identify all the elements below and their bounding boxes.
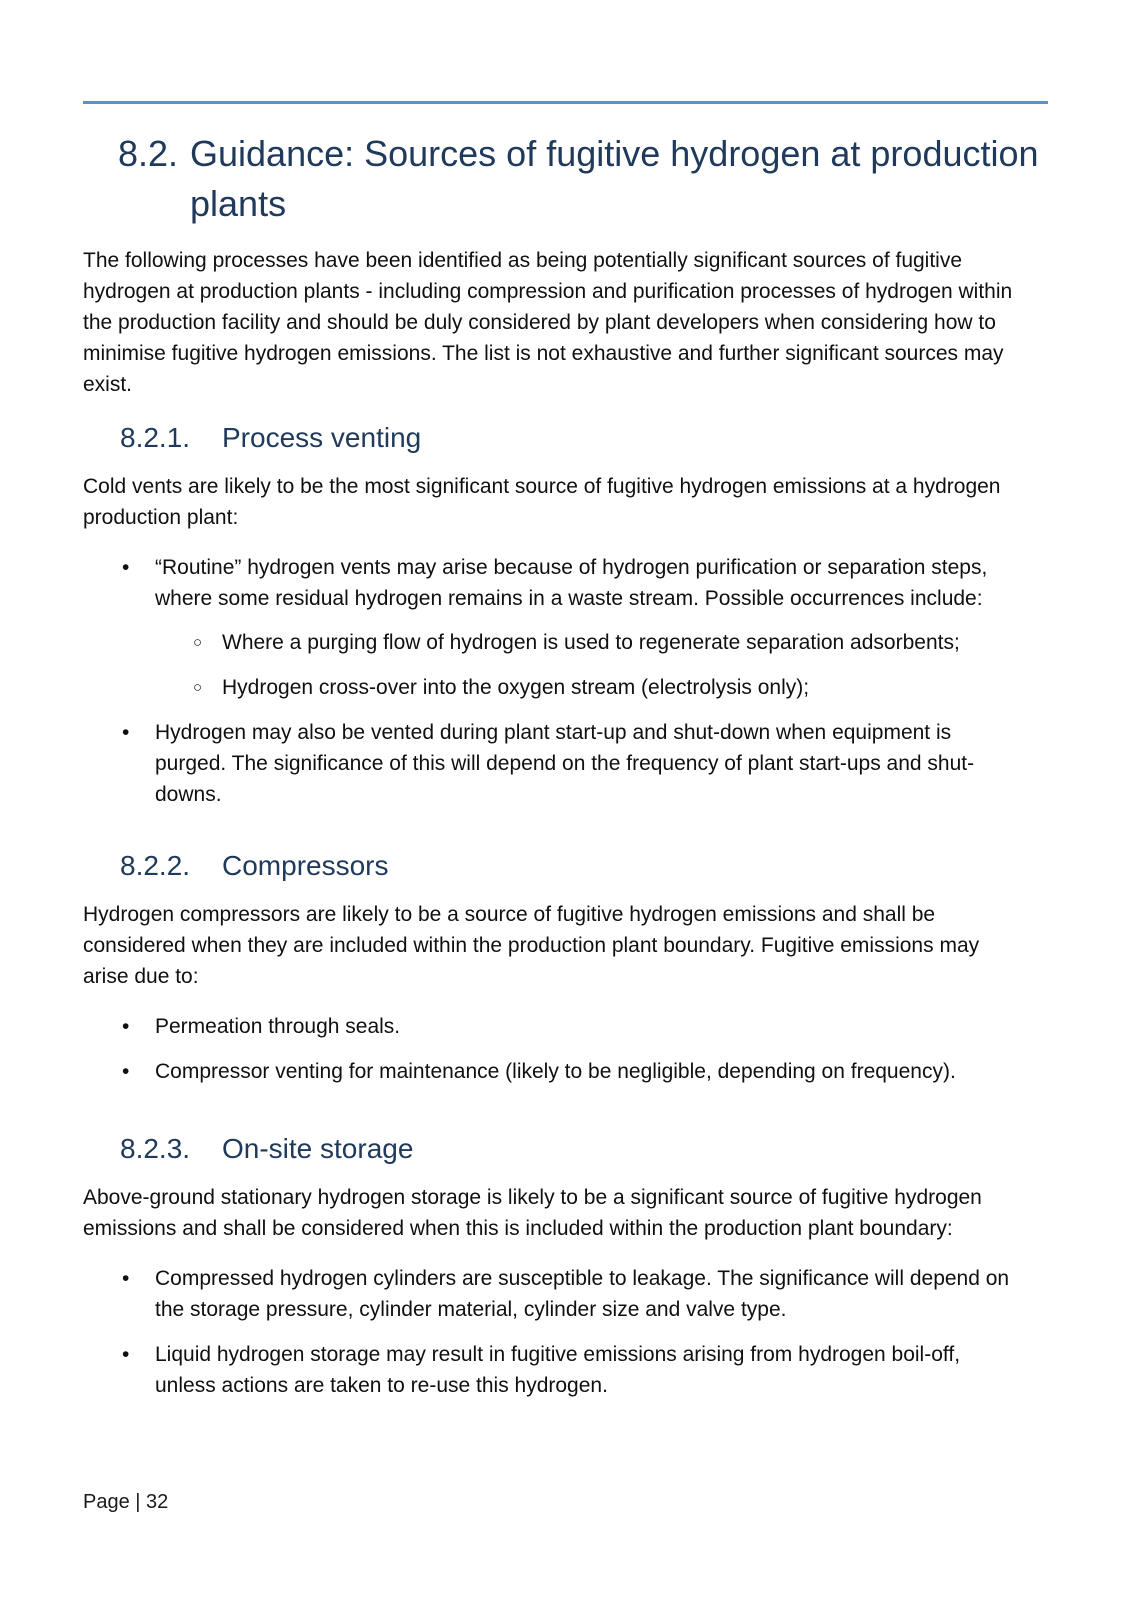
heading-number: 8.2.2. [120,850,191,881]
page-number-footer: Page | 32 [83,1491,169,1513]
heading-text: Process venting [222,422,422,453]
bullet-item [122,717,1131,810]
section-heading-8-2-1 [120,418,1131,458]
bullet-icon: • [122,1015,130,1038]
heading-number: 8.2. [118,133,179,174]
sub-bullet-text: Where a purging flow of hydrogen is used to regenerate separation adsorbents; [222,631,960,654]
intro-paragraph: The following processes have been identified as being potentially significant sources of fugitive hydrogen at production plants - including compression and purification processes of hydrogen within the production facility and should be duly considered by plant developers when considering how to minimise fugitive hydrogen emissions. The list is not exhaustive and further significant sources may exist. [83,249,1013,396]
bullet-text: Hydrogen may also be vented during plant start-up and shut-down when equipment is purged. The significance of this will depend on the frequency of plant start-ups and shut-downs. [155,721,975,806]
bullet-item [122,552,1131,614]
section-paragraph: Cold vents are likely to be the most significant source of fugitive hydrogen emissions at a hydrogen production plant: [83,475,1001,529]
sub-bullet-item [193,627,1131,658]
bullet-item [122,1056,1131,1087]
section-heading-8-2-3 [120,1129,1131,1169]
section-paragraph: Hydrogen compressors are likely to be a source of fugitive hydrogen emissions and shall be considered when they are included within the production plant boundary. Fugitive emissions may arise due to: [83,903,980,988]
circle-bullet-icon: ○ [193,634,203,651]
bullet-text: Compressor venting for maintenance (likely to be negligible, depending on frequency). [155,1060,956,1083]
bullet-text: Compressed hydrogen cylinders are susceptible to leakage. The significance will depend on the storage pressure, cylinder material, cylinder size and valve type. [155,1267,1010,1321]
bullet-text: Liquid hydrogen storage may result in fugitive emissions arising from hydrogen boil-off, unless actions are taken to re-use this hydrogen. [155,1343,961,1397]
bullet-item [122,1339,1131,1401]
sub-bullet-text: Hydrogen cross-over into the oxygen stream (electrolysis only); [222,676,810,699]
section-heading-8-2-2 [120,846,1131,886]
bullet-text: Permeation through seals. [155,1015,401,1038]
circle-bullet-icon: ○ [193,679,203,696]
heading-text: On-site storage [222,1133,414,1164]
bullet-text: “Routine” hydrogen vents may arise because of hydrogen purification or separation steps, where some residual hydrogen remains in a waste stream. Possible occurrences include: [155,556,988,610]
bullet-icon: • [122,556,130,579]
bullet-icon: • [122,1060,130,1083]
section-heading-8-2 [118,129,1131,229]
bullet-icon: • [122,1343,130,1366]
bullet-icon: • [122,721,130,744]
bullet-item [122,1263,1131,1325]
section-paragraph: Above-ground stationary hydrogen storage is likely to be a significant source of fugitive hydrogen emissions and shall be considered when this is included within the production plant boundary: [83,1186,982,1240]
header-rule [83,101,1048,104]
bullet-item [122,1011,1131,1042]
heading-text: Guidance: Sources of fugitive hydrogen at production plants [190,133,1039,224]
sub-bullet-item [193,672,1131,703]
heading-number: 8.2.1. [120,422,191,453]
heading-text: Compressors [222,850,389,881]
bullet-icon: • [122,1267,130,1290]
heading-number: 8.2.3. [120,1133,191,1164]
